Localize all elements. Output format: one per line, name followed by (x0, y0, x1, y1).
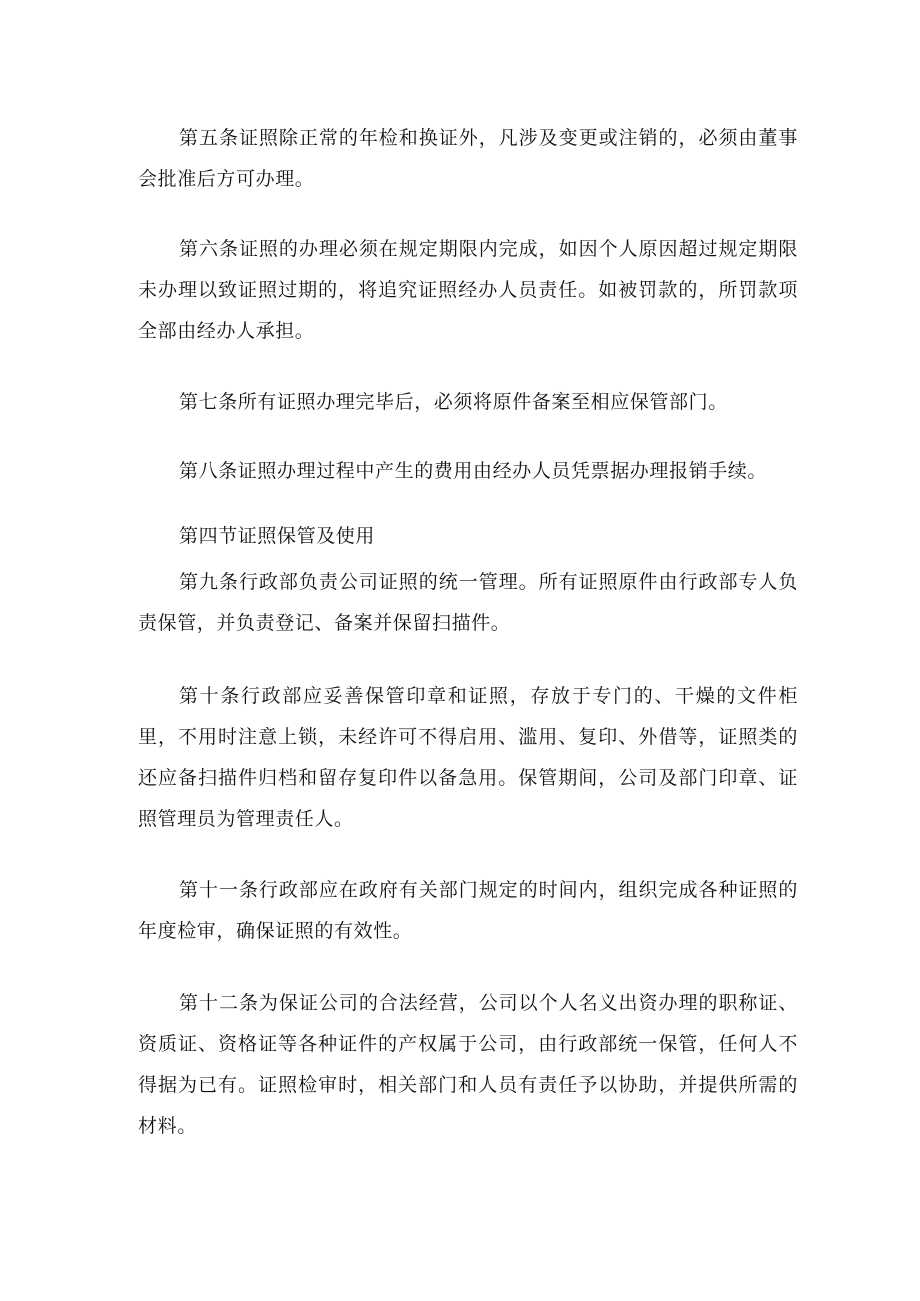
article-10-paragraph: 第十条行政部应妥善保管印章和证照，存放于专门的、干燥的文件柜里，不用时注意上锁，未经许可不得启用、滥用、复印、外借等，证照类的还应备扫描件归档和留存复印件以备急用。保管期间，公司及部门印章、证照管理员为管理责任人。 (138, 685, 798, 830)
article-5-paragraph: 第五条证照除正常的年检和换证外，凡涉及变更或注销的，必须由董事会批准后方可办理。 (138, 127, 798, 190)
article-9-paragraph: 第九条行政部负责公司证照的统一管理。所有证照原件由行政部专人负责保管，并负责登记、备案并保留扫描件。 (138, 571, 798, 634)
section-4-heading: 第四节证照保管及使用 (179, 525, 376, 547)
article-12-paragraph: 第十二条为保证公司的合法经营，公司以个人名义出资办理的职称证、资质证、资格证等各种证件的产权属于公司，由行政部统一保管，任何人不得据为已有。证照检审时，相关部门和人员有责任予以协助，并提供所需的材料。 (138, 992, 798, 1137)
article-7-paragraph: 第七条所有证照办理完毕后，必须将原件备案至相应保管部门。 (179, 391, 728, 413)
article-8-paragraph: 第八条证照办理过程中产生的费用由经办人员凭票据办理报销手续。 (179, 460, 768, 482)
article-6-paragraph: 第六条证照的办理必须在规定期限内完成，如因个人原因超过规定期限未办理以致证照过期的，将追究证照经办人员责任。如被罚款的，所罚款项全部由经办人承担。 (138, 238, 798, 342)
article-11-paragraph: 第十一条行政部应在政府有关部门规定的时间内，组织完成各种证照的年度检审，确保证照的有效性。 (138, 879, 798, 942)
